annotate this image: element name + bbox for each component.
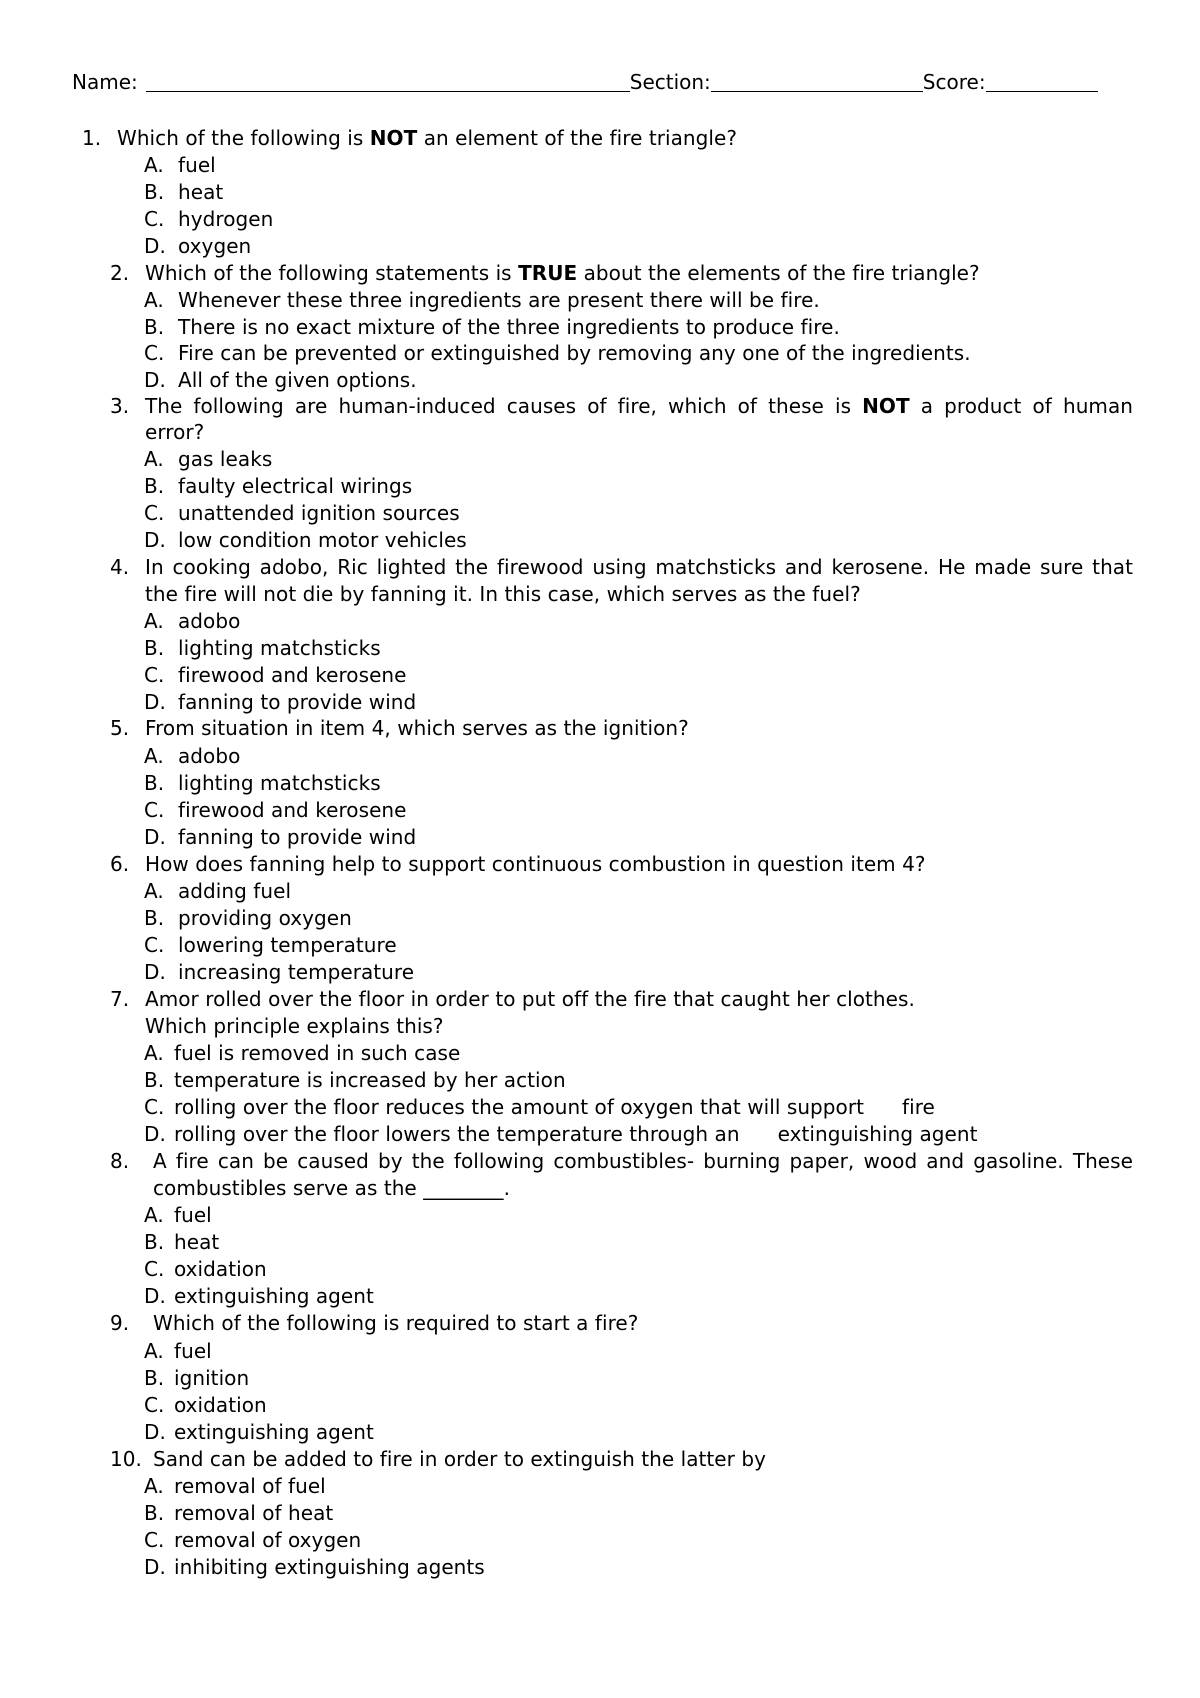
option[interactable]: C. oxidation: [144, 1257, 267, 1281]
question-number: 7.: [110, 987, 130, 1011]
question-number: 5.: [110, 716, 130, 740]
option[interactable]: B. ignition: [144, 1366, 250, 1390]
option[interactable]: A. adobo: [144, 609, 241, 633]
option[interactable]: C. rolling over the floor reduces the amount of oxygen that will support fire: [144, 1095, 935, 1119]
question-number: 6.: [110, 852, 130, 876]
option[interactable]: B. lighting matchsticks: [144, 636, 381, 660]
option[interactable]: B. lighting matchsticks: [144, 771, 381, 795]
option[interactable]: B. heat: [144, 1230, 220, 1254]
option[interactable]: A. adobo: [144, 744, 241, 768]
option[interactable]: D. All of the given options.: [144, 368, 417, 392]
name-blank[interactable]: [146, 71, 630, 92]
option[interactable]: D. extinguishing agent: [144, 1284, 374, 1308]
score-label: Score:: [922, 70, 986, 94]
question-stem: In cooking adobo, Ric lighted the firewood using matchsticks and kerosene. He made sure that: [145, 555, 1133, 579]
question-number: 1.: [82, 126, 102, 150]
option[interactable]: A. gas leaks: [144, 447, 273, 471]
question-number: 10.: [110, 1447, 142, 1471]
question-number: 2.: [110, 261, 130, 285]
question-stem: Amor rolled over the floor in order to put off the fire that caught her clothes.: [145, 987, 915, 1011]
option[interactable]: B. temperature is increased by her action: [144, 1068, 566, 1092]
question-stem: The following are human-induced causes of fire, which of these is NOT a product of human: [145, 394, 1133, 418]
question-stem-continued: Which principle explains this?: [145, 1014, 444, 1038]
option[interactable]: A. adding fuel: [144, 879, 292, 903]
option[interactable]: D. oxygen: [144, 234, 252, 258]
option[interactable]: A. fuel is removed in such case: [144, 1041, 461, 1065]
option[interactable]: B. There is no exact mixture of the three ingredients to produce fire.: [144, 315, 840, 339]
option[interactable]: D. extinguishing agent: [144, 1420, 374, 1444]
option[interactable]: D. rolling over the floor lowers the temperature through an extinguishing agent: [144, 1122, 978, 1146]
question-stem: Which of the following is NOT an element of the fire triangle?: [117, 126, 738, 150]
question-number: 4.: [110, 555, 130, 579]
option[interactable]: A. removal of fuel: [144, 1474, 326, 1498]
option[interactable]: C. unattended ignition sources: [144, 501, 460, 525]
section-blank[interactable]: [711, 71, 923, 92]
section-label: Section:: [629, 70, 711, 94]
option[interactable]: D. fanning to provide wind: [144, 690, 417, 714]
option[interactable]: B. faulty electrical wirings: [144, 474, 413, 498]
question-stem: From situation in item 4, which serves as the ignition?: [145, 716, 689, 740]
question-stem: A fire can be caused by the following combustibles- burning paper, wood and gasoline. These: [153, 1149, 1133, 1173]
question-stem-continued: combustibles serve as the ________.: [153, 1176, 511, 1200]
option[interactable]: C. firewood and kerosene: [144, 798, 407, 822]
option[interactable]: A. fuel: [144, 1203, 212, 1227]
option[interactable]: D. low condition motor vehicles: [144, 528, 467, 552]
question-stem-continued: the fire will not die by fanning it. In this case, which serves as the fuel?: [145, 582, 861, 606]
question-number: 8.: [110, 1149, 130, 1173]
option[interactable]: A. Whenever these three ingredients are present there will be fire.: [144, 288, 820, 312]
option[interactable]: C. Fire can be prevented or extinguished by removing any one of the ingredients.: [144, 341, 971, 365]
option[interactable]: C. removal of oxygen: [144, 1528, 362, 1552]
option[interactable]: B. heat: [144, 180, 224, 204]
question-stem: Which of the following statements is TRUE about the elements of the fire triangle?: [145, 261, 980, 285]
option[interactable]: C. firewood and kerosene: [144, 663, 407, 687]
question-stem: How does fanning help to support continuous combustion in question item 4?: [145, 852, 926, 876]
option[interactable]: B. providing oxygen: [144, 906, 352, 930]
name-label: Name:: [72, 70, 138, 94]
option[interactable]: B. removal of heat: [144, 1501, 334, 1525]
question-number: 9.: [110, 1311, 130, 1335]
option[interactable]: D. increasing temperature: [144, 960, 415, 984]
question-stem: Sand can be added to fire in order to extinguish the latter by: [153, 1447, 766, 1471]
question-stem: Which of the following is required to start a fire?: [153, 1311, 639, 1335]
option[interactable]: C. oxidation: [144, 1393, 267, 1417]
option[interactable]: D. fanning to provide wind: [144, 825, 417, 849]
question-number: 3.: [110, 394, 130, 418]
option[interactable]: A. fuel: [144, 153, 216, 177]
question-stem-continued: error?: [145, 420, 205, 444]
option[interactable]: A. fuel: [144, 1339, 212, 1363]
option[interactable]: D. inhibiting extinguishing agents: [144, 1555, 485, 1579]
student-info-header: [72, 70, 1098, 94]
option[interactable]: C. lowering temperature: [144, 933, 397, 957]
option[interactable]: C. hydrogen: [144, 207, 274, 231]
score-blank[interactable]: [986, 71, 1098, 92]
